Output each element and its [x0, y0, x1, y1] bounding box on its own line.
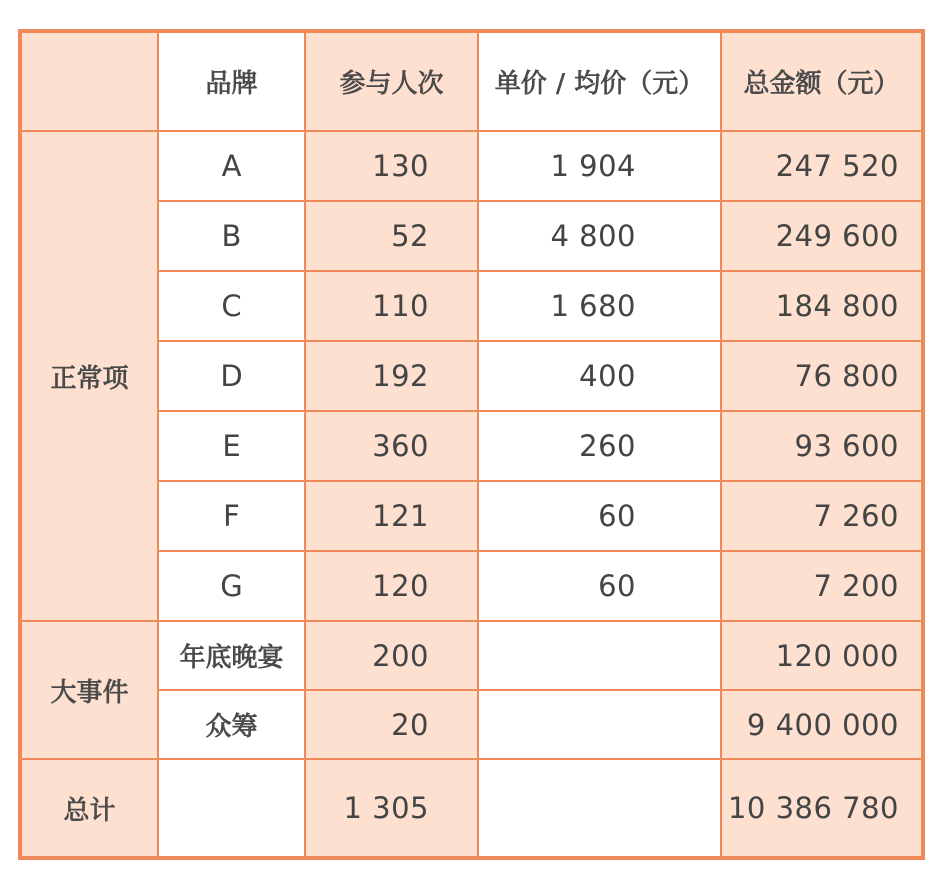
total-cell: 10 386 780 — [721, 759, 923, 858]
total-cell: 120 000 — [721, 621, 923, 690]
group-label-normal: 正常项 — [20, 131, 158, 621]
total-cell: 7 260 — [721, 481, 923, 551]
total-cell: 184 800 — [721, 271, 923, 341]
total-cell: 93 600 — [721, 411, 923, 481]
count-cell: 120 — [305, 551, 478, 621]
brand-cost-table — [18, 29, 925, 860]
brand-cell: 众筹 — [158, 690, 305, 759]
count-cell: 20 — [305, 690, 478, 759]
total-cell: 249 600 — [721, 201, 923, 271]
header-price: 单价 / 均价（元） — [478, 31, 721, 131]
price-cell: 1 904 — [478, 131, 721, 201]
brand-cell: 年底晚宴 — [158, 621, 305, 690]
table-row — [20, 131, 923, 201]
group-label-sum: 总计 — [20, 759, 158, 858]
count-cell: 130 — [305, 131, 478, 201]
count-cell: 110 — [305, 271, 478, 341]
brand-cell: G — [158, 551, 305, 621]
brand-cell: A — [158, 131, 305, 201]
price-cell: 1 680 — [478, 271, 721, 341]
brand-cell: B — [158, 201, 305, 271]
brand-cell: F — [158, 481, 305, 551]
total-cell: 9 400 000 — [721, 690, 923, 759]
price-cell: 60 — [478, 481, 721, 551]
count-cell: 1 305 — [305, 759, 478, 858]
brand-cell — [158, 759, 305, 858]
brand-cell: E — [158, 411, 305, 481]
count-cell: 52 — [305, 201, 478, 271]
price-cell: 400 — [478, 341, 721, 411]
header-corner-cell — [20, 31, 158, 131]
price-cell — [478, 621, 721, 690]
brand-cell: C — [158, 271, 305, 341]
total-cell: 76 800 — [721, 341, 923, 411]
header-count: 参与人次 — [305, 31, 478, 131]
price-cell: 60 — [478, 551, 721, 621]
price-cell: 260 — [478, 411, 721, 481]
header-total: 总金额（元） — [721, 31, 923, 131]
header-brand: 品牌 — [158, 31, 305, 131]
header-row — [20, 31, 923, 131]
data-table-container — [18, 29, 925, 860]
table-row — [20, 621, 923, 690]
count-cell: 192 — [305, 341, 478, 411]
total-cell: 7 200 — [721, 551, 923, 621]
group-label-events: 大事件 — [20, 621, 158, 759]
count-cell: 200 — [305, 621, 478, 690]
count-cell: 360 — [305, 411, 478, 481]
price-cell — [478, 690, 721, 759]
brand-cell: D — [158, 341, 305, 411]
summary-row — [20, 759, 923, 858]
count-cell: 121 — [305, 481, 478, 551]
total-cell: 247 520 — [721, 131, 923, 201]
price-cell — [478, 759, 721, 858]
price-cell: 4 800 — [478, 201, 721, 271]
